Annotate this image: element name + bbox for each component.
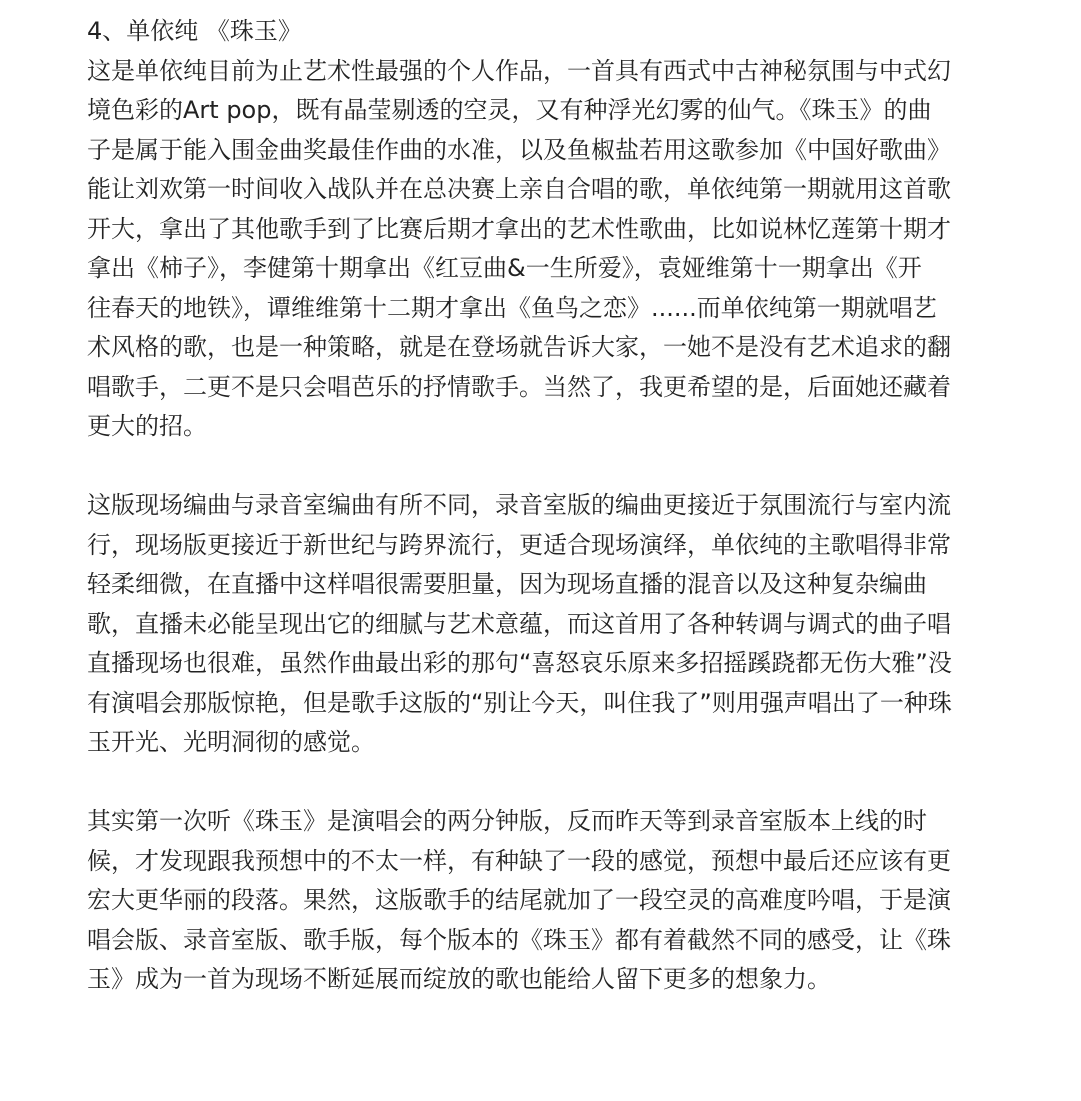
paragraph-spacer [87,447,1062,487]
text-line: 玉开光、光明洞彻的感觉。 [87,728,375,756]
text-line: 这是单依纯目前为止艺术性最强的个人作品，一首具有西式中古神秘氛围与中式幻 [87,56,951,85]
text-line: 开大，拿出了其他歌手到了比赛后期才拿出的艺术性歌曲，比如说林忆莲第十期才 [87,214,951,243]
text-line: 唱会版、录音室版、歌手版，每个版本的《珠玉》都有着截然不同的感受，让《珠 [87,925,951,954]
text-line: 其实第一次听《珠玉》是演唱会的两分钟版，反而昨天等到录音室版本上线的时 [87,807,927,835]
paragraph-spacer [87,763,1062,803]
text-line: 歌，直播未必能呈现出它的细腻与艺术意蕴，而这首用了各种转调与调式的曲子唱 [87,609,951,638]
text-line: 行，现场版更接近于新世纪与跨界流行，更适合现场演绎，单依纯的主歌唱得非常 [87,530,951,559]
text-line: 境色彩的Art pop，既有晶莹剔透的空灵，又有种浮光幻雾的仙气。《珠玉》的曲 [87,96,932,124]
text-line: 这版现场编曲与录音室编曲有所不同，录音室版的编曲更接近于氛围流行与室内流 [87,491,951,519]
text-line: 直播现场也很难，虽然作曲最出彩的那句“喜怒哀乐原来多招摇蹊跷都无伤大雅”没 [87,649,952,677]
text-line: 有演唱会那版惊艳，但是歌手这版的“别让今天，叫住我了”则用强声唱出了一种珠 [87,688,952,717]
paragraph-1 [87,52,1062,447]
text-line: 子是属于能入围金曲奖最佳作曲的水准，以及鱼椒盐若用这歌参加《中国好歌曲》 [87,135,951,164]
text-line: 轻柔细微，在直播中这样唱很需要胆量，因为现场直播的混音以及这种复杂编曲 [87,570,927,598]
article-body [87,12,1062,1000]
section-heading: 4、单依纯 《珠玉》 [87,17,302,45]
paragraph-3 [87,802,1062,1000]
text-line: 唱歌手，二更不是只会唱芭乐的抒情歌手。当然了，我更希望的是，后面她还藏着 [87,372,951,401]
text-line: 往春天的地铁》，谭维维第十二期才拿出《鱼鸟之恋》......而单依纯第一期就唱艺 [87,293,937,322]
text-line: 更大的招。 [87,412,207,440]
text-line: 能让刘欢第一时间收入战队并在总决赛上亲自合唱的歌，单依纯第一期就用这首歌 [87,175,951,203]
text-line: 宏大更华丽的段落。果然，这版歌手的结尾就加了一段空灵的高难度吟唱，于是演 [87,886,951,914]
text-line: 候，才发现跟我预想中的不太一样，有种缺了一段的感觉，预想中最后还应该有更 [87,846,951,875]
paragraph-2 [87,486,1062,763]
text-line: 术风格的歌，也是一种策略，就是在登场就告诉大家，一她不是没有艺术追求的翻 [87,333,951,361]
text-line: 拿出《柿子》，李健第十期拿出《红豆曲&一生所爱》，袁娅维第十一期拿出《开 [87,254,922,282]
text-line: 玉》成为一首为现场不断延展而绽放的歌也能给人留下更多的想象力。 [87,965,831,993]
